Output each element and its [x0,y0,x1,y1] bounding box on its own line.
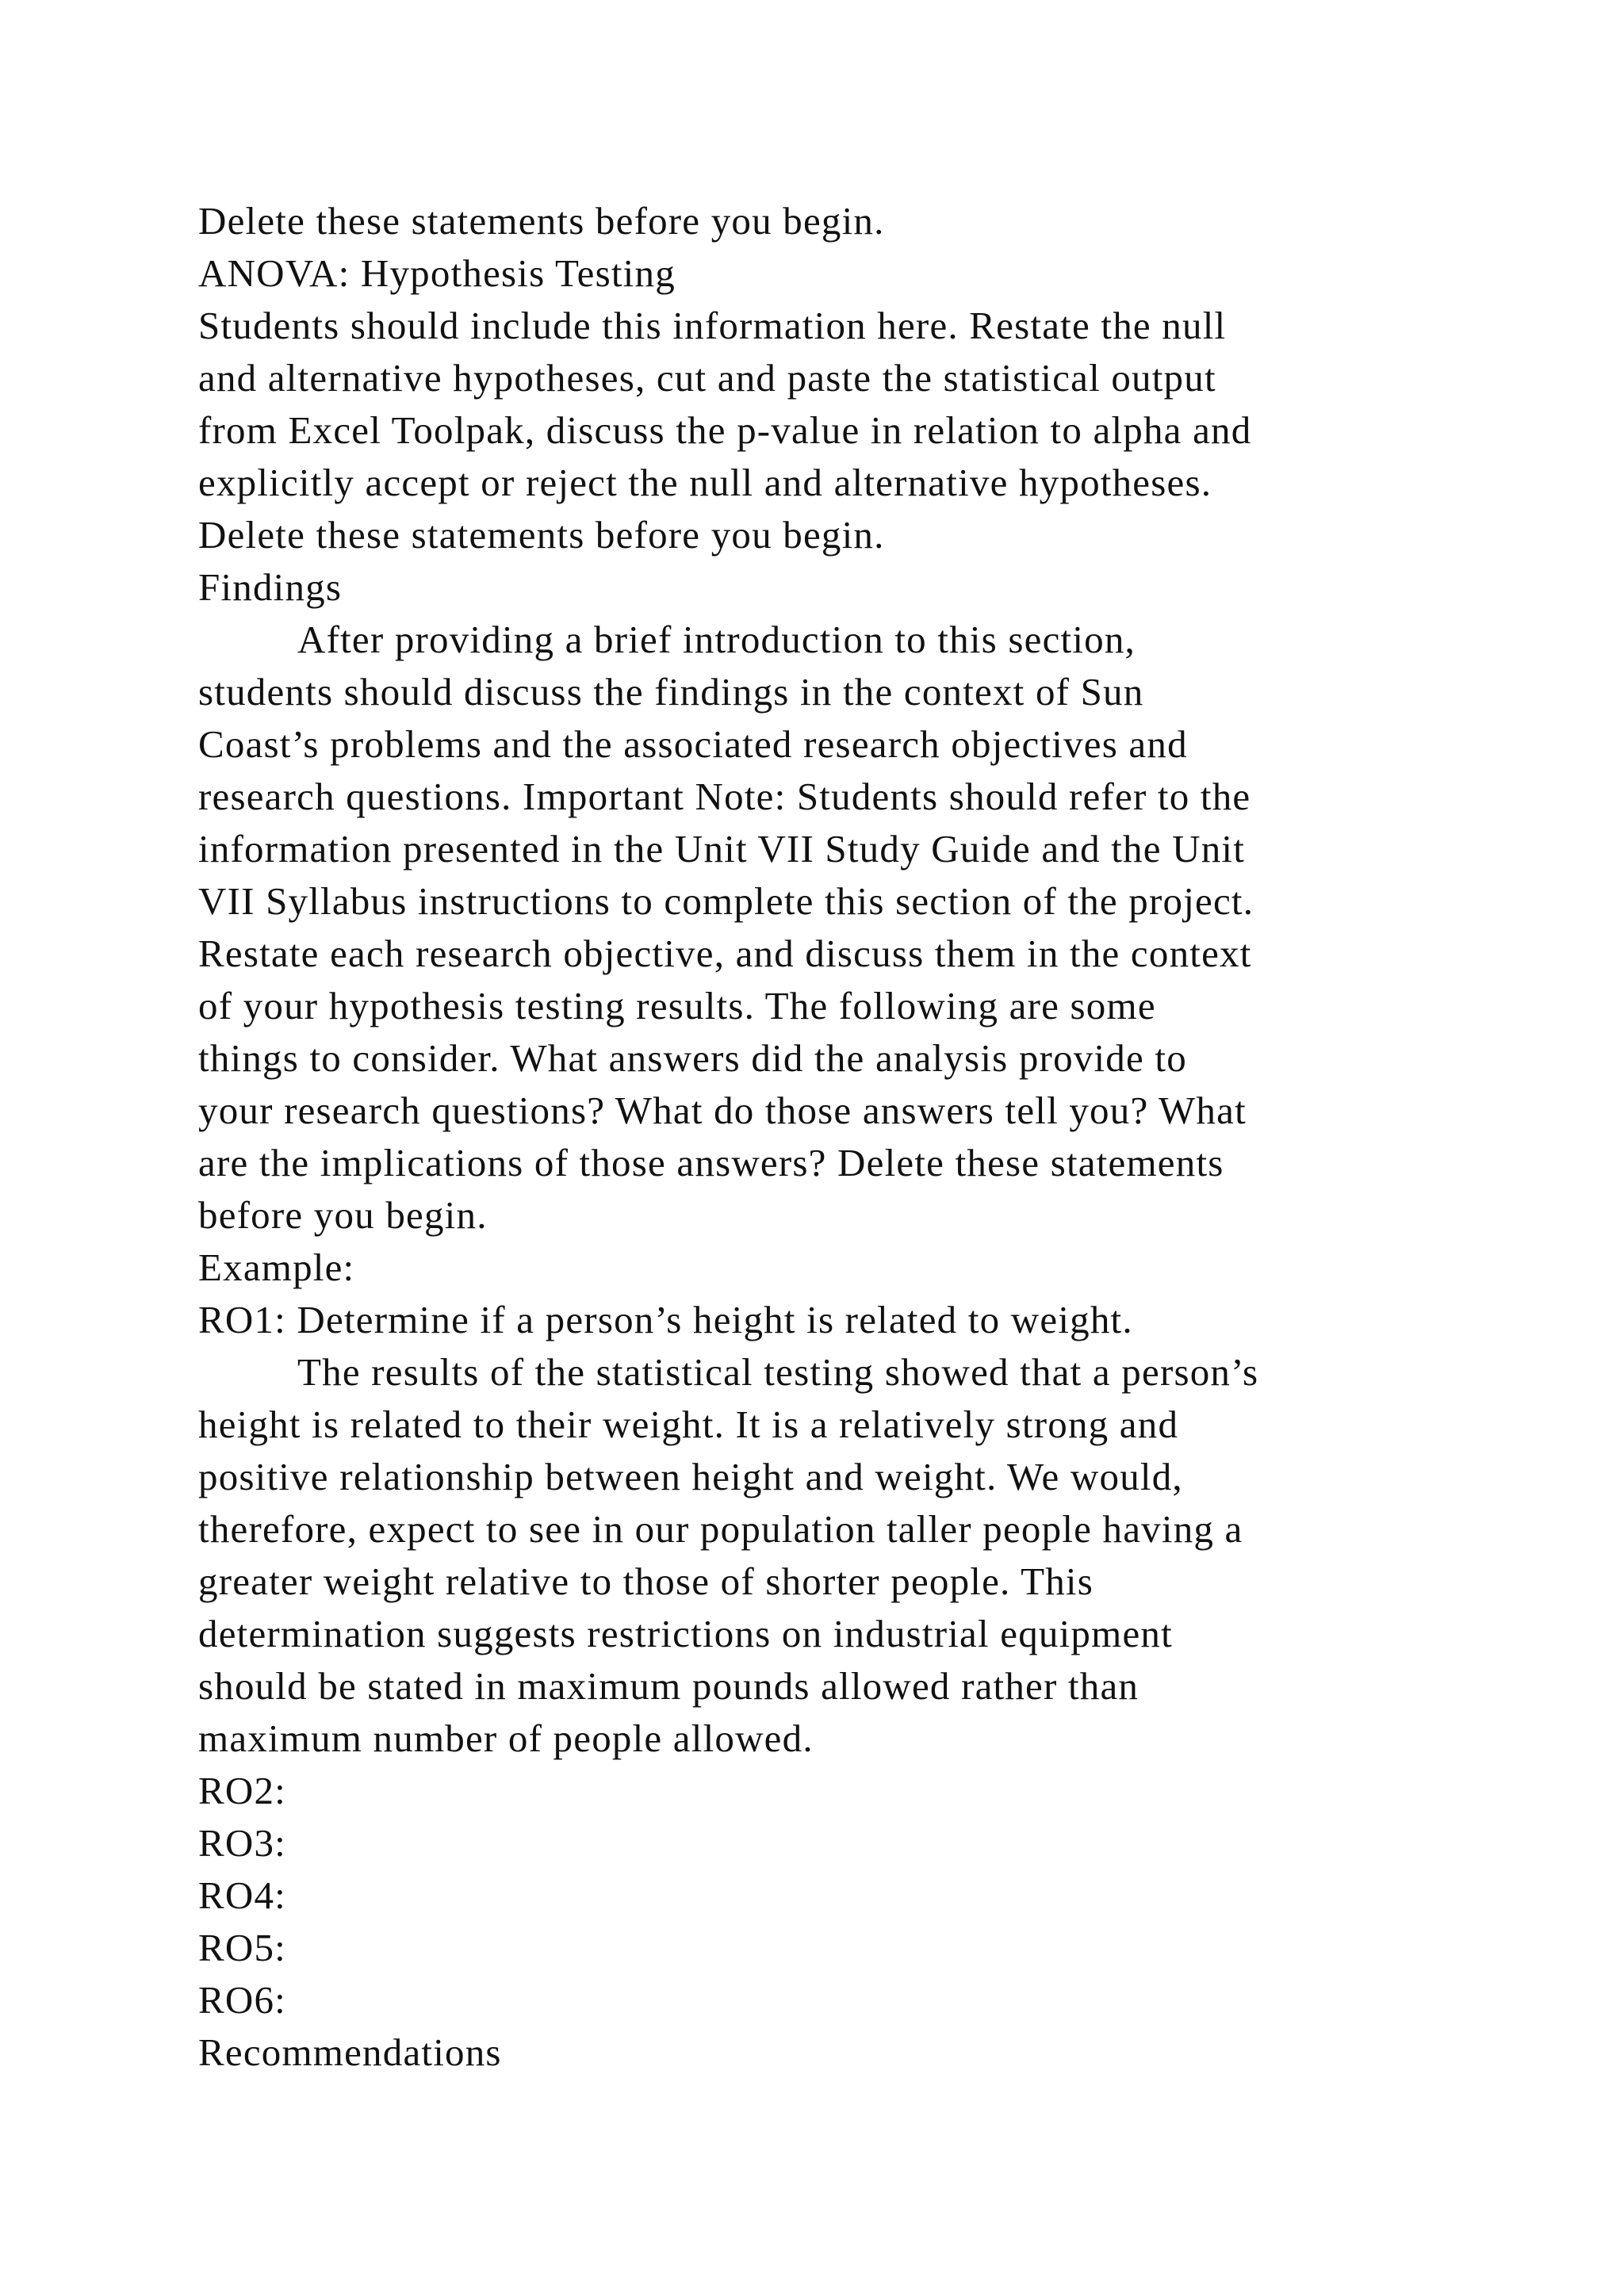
body-line: are the implications of those answers? Delete these statements [198,1141,1224,1184]
body-line: information presented in the Unit VII Study Guide and the Unit [198,827,1246,871]
body-line: Restate each research objective, and discuss them in the context [198,932,1252,975]
body-line: therefore, expect to see in our population taller people having a [198,1507,1243,1551]
example-label: Example: [198,1246,355,1289]
research-objective-ro1: RO1: Determine if a person’s height is related to weight. [198,1298,1133,1341]
section-heading-findings: Findings [198,565,343,609]
paragraph-first-line: The results of the statistical testing showed that a person’s [297,1350,1259,1394]
body-line: Coast’s problems and the associated research objectives and [198,722,1188,766]
body-line: VII Syllabus instructions to complete this section of the project. [198,879,1254,923]
section-heading-recommendations: Recommendations [198,2030,502,2074]
research-objective-ro6: RO6: [198,1978,286,2022]
body-line: from Excel Toolpak, discuss the p-value in relation to alpha and [198,408,1252,452]
body-line: things to consider. What answers did the analysis provide to [198,1036,1187,1080]
body-line: explicitly accept or reject the null and alternative hypotheses. [198,461,1212,504]
body-line: before you begin. [198,1193,488,1237]
body-line: should be stated in maximum pounds allowed rather than [198,1664,1139,1708]
paragraph-first-line: After providing a brief introduction to this section, [297,618,1136,661]
body-line: determination suggests restrictions on industrial equipment [198,1612,1173,1655]
research-objective-ro4: RO4: [198,1873,286,1917]
body-line: height is related to their weight. It is a relatively strong and [198,1402,1179,1446]
document-body [198,195,1435,2079]
body-line: your research questions? What do those answers tell you? What [198,1089,1247,1132]
research-objective-ro3: RO3: [198,1821,286,1865]
body-line: Students should include this information here. Restate the null [198,304,1227,347]
body-line: maximum number of people allowed. [198,1716,814,1760]
body-line: research questions. Important Note: Students should refer to the [198,775,1251,818]
section-heading-anova: ANOVA: Hypothesis Testing [198,251,676,295]
body-line: and alternative hypotheses, cut and paste the statistical output [198,356,1216,400]
instruction-line: Delete these statements before you begin. [198,199,885,243]
body-line: positive relationship between height and weight. We would, [198,1455,1183,1498]
body-line: students should discuss the findings in the context of Sun [198,670,1144,714]
instruction-line: Delete these statements before you begin. [198,513,885,557]
body-line: greater weight relative to those of shorter people. This [198,1559,1094,1603]
research-objective-ro2: RO2: [198,1769,286,1812]
research-objective-ro5: RO5: [198,1926,286,1969]
body-line: of your hypothesis testing results. The following are some [198,984,1156,1027]
